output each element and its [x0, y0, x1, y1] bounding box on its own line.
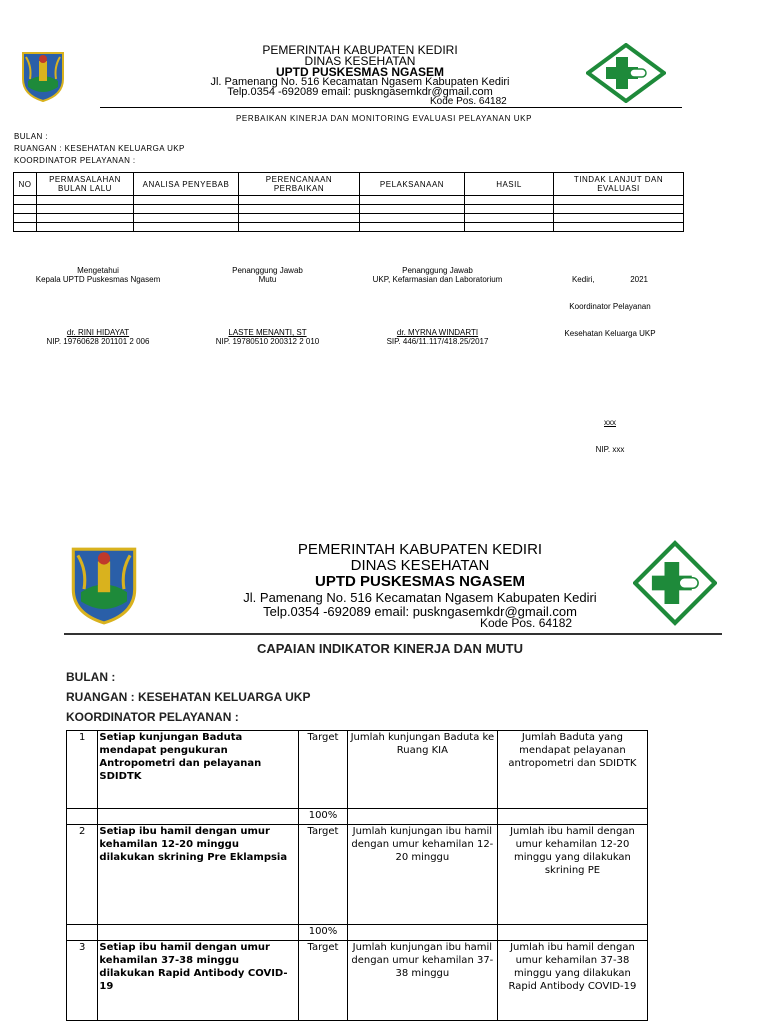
signatory-name: dr. MYRNA WINDARTI	[396, 328, 479, 337]
column-header: PERMASALAHAN BULAN LALU	[37, 173, 134, 196]
header-divider	[100, 107, 682, 108]
signatory-id: NIP. 19780510 200312 2 010	[215, 337, 320, 346]
table-row	[14, 223, 684, 232]
header-divider	[64, 633, 722, 635]
table-row	[14, 214, 684, 223]
row-number: 3	[67, 941, 98, 1021]
table-row	[67, 731, 648, 809]
page1-room-label: RUANGAN : KESEHATAN KELUARGA UKP	[14, 144, 185, 153]
indicator-text: Setiap ibu hamil dengan umur kehamilan 12-20 minggu dilakukan skrining Pre Eklampsia	[98, 825, 299, 925]
table-row	[67, 809, 648, 825]
page1-title: PERBAIKAN KINERJA DAN MONITORING EVALUASI PELAYANAN UKP	[235, 114, 533, 123]
column-header: PELAKSANAAN	[360, 173, 465, 196]
signatory-name: xxx	[604, 418, 616, 427]
header-contact: Telp.0354 -692089 email: puskngasemkdr@gmail.com	[227, 86, 493, 98]
numerator-text: Jumlah ibu hamil dengan umur kehamilan 12-20 minggu yang dilakukan skrining PE	[497, 825, 647, 925]
kediri-regency-emblem	[68, 540, 140, 626]
page2-coordinator-label: KOORDINATOR PELAYANAN :	[66, 710, 239, 724]
header-government-name: PEMERINTAH KABUPATEN KEDIRI	[297, 541, 543, 558]
denominator-text: Jumlah kunjungan Baduta ke Ruang KIA	[347, 731, 497, 809]
header-postal-code: Kode Pos. 64182	[430, 96, 507, 107]
signatory-id: NIP. 19760628 201101 2 006	[46, 337, 150, 346]
column-header: NO	[14, 173, 37, 196]
header-department-name: DINAS KESEHATAN	[304, 54, 416, 68]
header-postal-code: Kode Pos. 64182	[480, 616, 573, 630]
signatory-name: LASTE MENANTI, ST	[228, 328, 307, 337]
target-value: 100%	[299, 809, 348, 825]
signature-quality-officer: Penanggung Jawab Mutu LASTE MENANTI, ST NIP. 19780510 200312 2 010	[195, 257, 340, 346]
target-label: Target	[299, 731, 348, 809]
numerator-text: Jumlah Baduta yang mendapat pelayanan antropometri dan SDIDTK	[497, 731, 647, 809]
table-row	[67, 941, 648, 1021]
header-department-name: DINAS KESEHATAN	[350, 557, 490, 574]
indicator-table	[66, 730, 648, 1021]
table-row	[67, 925, 648, 941]
signature-head-of-puskesmas: Mengetahui Kepala UPTD Puskesmas Ngasem dr. RINI HIDAYAT NIP. 19760628 201101 2 006	[20, 257, 176, 346]
numerator-text: Jumlah ibu hamil dengan umur kehamilan 37-38 minggu yang dilakukan Rapid Antibody COVID-19	[497, 941, 647, 1021]
row-number: 1	[67, 731, 98, 809]
table-row	[14, 196, 684, 205]
puskesmas-logo	[586, 43, 666, 103]
page2-month-label: BULAN :	[66, 670, 116, 684]
denominator-text: Jumlah kunjungan ibu hamil dengan umur kehamilan 37-38 minggu	[347, 941, 497, 1021]
kediri-regency-emblem	[20, 47, 66, 103]
target-label: Target	[299, 941, 348, 1021]
puskesmas-logo	[633, 540, 717, 626]
row-number: 2	[67, 825, 98, 925]
header-address: Jl. Pamenang No. 516 Kecamatan Ngasem Kabupaten Kediri	[243, 590, 597, 605]
signatory-id: NIP. xxx	[595, 445, 625, 454]
evaluation-table	[13, 172, 684, 232]
page2-title: CAPAIAN INDIKATOR KINERJA DAN MUTU	[256, 641, 524, 656]
header-facility-name: UPTD PUSKESMAS NGASEM	[314, 573, 526, 590]
column-header: ANALISA PENYEBAB	[134, 173, 239, 196]
page1-month-label: BULAN :	[14, 132, 48, 141]
signature-ukp-officer: Penanggung Jawab UKP, Kefarmasian dan Laboratorium dr. MYRNA WINDARTI SIP. 446/11.117/418.25/2017	[355, 257, 520, 346]
table-header-row	[14, 173, 684, 196]
header-contact: Telp.0354 -692089 email: puskngasemkdr@gmail.com	[263, 604, 577, 619]
column-header: HASIL	[465, 173, 554, 196]
header-facility-name: UPTD PUSKESMAS NGASEM	[275, 65, 445, 79]
target-label: Target	[299, 825, 348, 925]
indicator-text: Setiap kunjungan Baduta mendapat pengukuran Antropometri dan pelayanan SDIDTK	[98, 731, 299, 809]
table-row	[14, 205, 684, 214]
signature-service-coordinator: Kediri, 2021 Koordinator Pelayanan Kesehatan Keluarga UKP xxx NIP. xxx	[540, 257, 680, 463]
header-government-name: PEMERINTAH KABUPATEN KEDIRI	[262, 43, 458, 57]
signatory-name: dr. RINI HIDAYAT	[66, 328, 130, 337]
page1-coordinator-label: KOORDINATOR PELAYANAN :	[14, 156, 136, 165]
column-header: PERENCANAAN PERBAIKAN	[239, 173, 360, 196]
column-header: TINDAK LANJUT DAN EVALUASI	[554, 173, 684, 196]
table-row	[67, 825, 648, 925]
indicator-text: Setiap ibu hamil dengan umur kehamilan 37-38 minggu dilakukan Rapid Antibody COVID-19	[98, 941, 299, 1021]
denominator-text: Jumlah kunjungan ibu hamil dengan umur kehamilan 12-20 minggu	[347, 825, 497, 925]
page2-room-label: RUANGAN : KESEHATAN KELUARGA UKP	[66, 690, 311, 704]
target-value: 100%	[299, 925, 348, 941]
header-address: Jl. Pamenang No. 516 Kecamatan Ngasem Kabupaten Kediri	[210, 76, 510, 88]
signatory-id: SIP. 446/11.117/418.25/2017	[386, 337, 489, 346]
